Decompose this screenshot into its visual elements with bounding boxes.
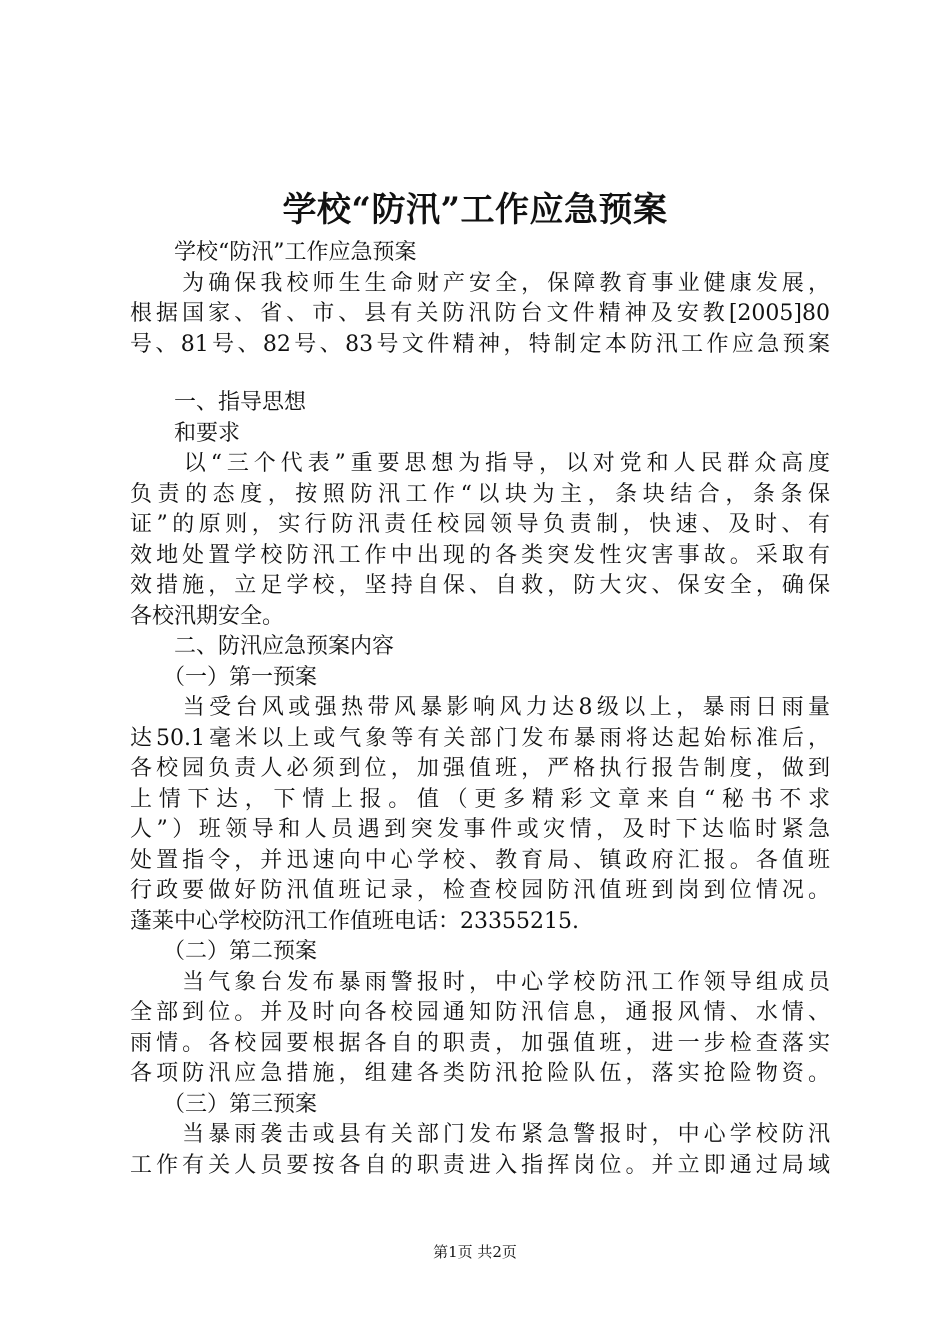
subsection-heading: （二）第二预案 (130, 939, 318, 964)
page-title: 学校“防汛”工作应急预案 (282, 190, 668, 230)
paragraph-line: 以“三个代表”重要思想为指导，以对党和人民群众高度 (130, 451, 830, 476)
section-heading: 一、指导思想 (130, 390, 307, 415)
section-heading: 二、防汛应急预案内容 (130, 634, 395, 659)
paragraph-line: 学校“防汛”工作应急预案 (130, 240, 417, 265)
paragraph-line: 全部到位。并及时向各校园通知防汛信息，通报风情、水情、 (130, 1000, 830, 1025)
paragraph-line: 行政要做好防汛值班记录，检查校园防汛值班到岗到位情况。 (130, 878, 830, 903)
paragraph-line: 人”）班领导和人员遇到突发事件或灾情，及时下达临时紧急 (130, 817, 830, 842)
subsection-heading: （三）第三预案 (130, 1091, 318, 1117)
paragraph-line: 各项防汛应急措施，组建各类防汛抢险队伍，落实抢险物资。 (130, 1061, 830, 1086)
paragraph-line: 工作有关人员要按各自的职责进入指挥岗位。并立即通过局域 (130, 1152, 830, 1178)
paragraph-line: 当暴雨袭击或县有关部门发布紧急警报时，中心学校防汛 (130, 1122, 830, 1147)
paragraph-line: 证”的原则，实行防汛责任校园领导负责制，快速、及时、有 (130, 512, 830, 537)
paragraph-line: 根据国家、省、市、县有关防汛防台文件精神及安教[2005]80 (130, 301, 830, 326)
paragraph-line: 蓬莱中心学校防汛工作值班电话：23355215. (130, 908, 579, 934)
paragraph-line: 处置指令，并迅速向中心学校、教育局、镇政府汇报。各值班 (130, 847, 830, 873)
paragraph-line: 当受台风或强热带风暴影响风力达8级以上，暴雨日雨量 (130, 695, 830, 720)
paragraph-line: 效措施，立足学校，坚持自保、自救，防大灾、保安全，确保 (130, 573, 830, 598)
paragraph-line: 各校汛期安全。 (130, 603, 285, 629)
paragraph-line: 当气象台发布暴雨警报时，中心学校防汛工作领导组成员 (130, 969, 830, 995)
page-footer: 第1页 共2页 (433, 1243, 517, 1261)
subsection-heading: （一）第一预案 (130, 664, 318, 690)
paragraph-line: 各校园负责人必须到位，加强值班，严格执行报告制度，做到 (130, 756, 830, 781)
paragraph-line: 上情下达，下情上报。值（更多精彩文章来自“秘书不求 (130, 786, 830, 812)
paragraph-line: 和要求 (130, 420, 241, 446)
paragraph-line: 雨情。各校园要根据各自的职责，加强值班，进一步检查落实 (130, 1030, 830, 1056)
paragraph-line: 号、81号、82号、83号文件精神，特制定本防汛工作应急预案 (130, 331, 830, 357)
paragraph-line: 效地处置学校防汛工作中出现的各类突发性灾害事故。采取有 (130, 542, 830, 568)
paragraph-line: 为确保我校师生生命财产安全，保障教育事业健康发展， (130, 270, 830, 296)
paragraph-line: 负责的态度，按照防汛工作“以块为主，条块结合，条条保 (130, 481, 830, 507)
document-body (130, 238, 830, 1181)
paragraph-line: 达50.1毫米以上或气象等有关部门发布暴雨将达起始标准后， (130, 725, 830, 751)
